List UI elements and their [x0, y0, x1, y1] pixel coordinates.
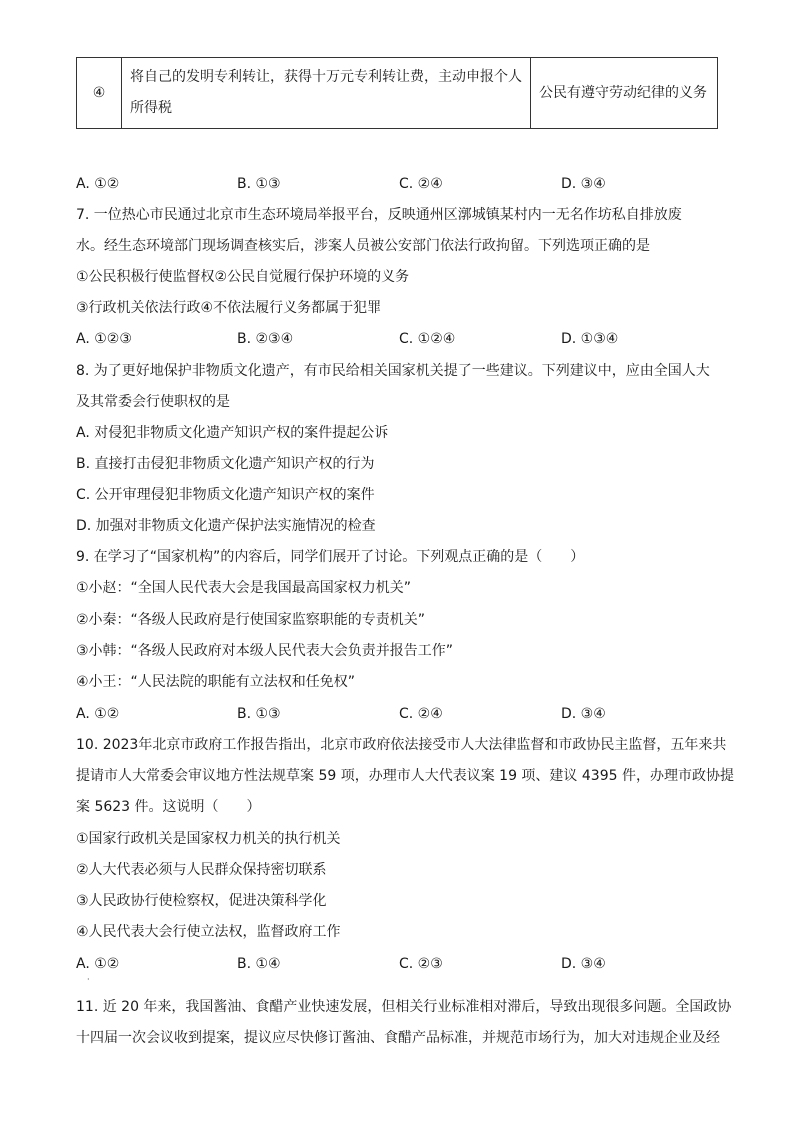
q7-option-a: A. ①②③ — [76, 331, 132, 347]
q10-stem-line-1: 10. 2023年北京市政府工作报告指出，北京市政府依法接受市人大法律监督和市政协民主监督，五年来共 — [76, 737, 727, 753]
q10-stem-line-2: 提请市人大常委会审议地方性法规草案 59 项，办理市人大代表议案 19 项、建议 4395 件，办理市政协提 — [76, 768, 734, 784]
q8-stem-line-2: 及其常委会行使职权的是 — [76, 394, 230, 410]
q6-option-c: C. ②④ — [399, 176, 443, 192]
q10-statement-1: ①国家行政机关是国家权力机关的执行机关 — [76, 831, 341, 847]
q6-options — [76, 174, 726, 194]
q11-stem-line-1: 11. 近 20 年来，我国酱油、食醋产业快速发展，但相关行业标准相对滞后，导致出现很多问题。全国政协 — [76, 999, 732, 1015]
q9-statement-4: ④小王：“人民法院的职能有立法权和任免权” — [76, 674, 356, 690]
q9-statement-1: ①小赵：“全国人民代表大会是我国最高国家权力机关” — [76, 580, 412, 596]
q7-statement-2: ③行政机关依法行政④不依法履行义务都属于犯罪 — [76, 300, 382, 316]
q10-statement-3: ③人民政协行使检察权，促进决策科学化 — [76, 893, 327, 909]
q7-option-c: C. ①②④ — [399, 331, 456, 347]
q9-option-c: C. ②④ — [399, 706, 443, 722]
q7-options — [76, 329, 726, 349]
q10-statement-4: ④人民代表大会行使立法权，监督政府工作 — [76, 924, 341, 940]
q8-stem-line-1: 8. 为了更好地保护非物质文化遗产，有市民给相关国家机关提了一些建议。下列建议中，应由全国人大 — [76, 363, 710, 379]
q9-stem: 9. 在学习了“国家机构”的内容后，同学们展开了讨论。下列观点正确的是（ ） — [76, 549, 585, 565]
q10-statement-2: ②人大代表必须与人民群众保持密切联系 — [76, 862, 327, 878]
q9-statement-3: ③小韩：“各级人民政府对本级人民代表大会负责并报告工作” — [76, 643, 454, 659]
stray-dot-mark: · — [87, 975, 90, 984]
q10-stem-line-3: 案 5623 件。这说明（ ） — [76, 799, 261, 815]
q7-stem-line-1: 7. 一位热心市民通过北京市生态环境局举报平台，反映通州区漷城镇某村内一无名作坊私自排放废 — [76, 207, 682, 223]
q8-option-b: B. 直接打击侵犯非物质文化遗产知识产权的行为 — [76, 456, 375, 472]
q7-statement-1: ①公民积极行使监督权②公民自觉履行保护环境的义务 — [76, 269, 410, 285]
q8-option-a: A. 对侵犯非物质文化遗产知识产权的案件提起公诉 — [76, 425, 389, 441]
q9-statement-2: ②小秦：“各级人民政府是行使国家监察职能的专责机关” — [76, 612, 426, 628]
row-description: 将自己的发明专利转让，获得十万元专利转让费，主动申报个人所得税 — [122, 58, 531, 129]
q9-options — [76, 704, 726, 724]
row-conclusion: 公民有遵守劳动纪律的义务 — [531, 58, 718, 129]
q8-option-c: C. 公开审理侵犯非物质文化遗产知识产权的案件 — [76, 487, 375, 503]
q6-option-a: A. ①② — [76, 176, 120, 192]
q9-option-a: A. ①② — [76, 706, 120, 722]
q8-option-d: D. 加强对非物质文化遗产保护法实施情况的检查 — [76, 518, 376, 534]
question-table — [76, 57, 718, 129]
q7-option-b: B. ②③④ — [237, 331, 294, 347]
q10-option-a: A. ①② — [76, 956, 120, 972]
q6-option-d: D. ③④ — [561, 176, 606, 192]
q9-option-b: B. ①③ — [237, 706, 281, 722]
q7-stem-line-2: 水。经生态环境部门现场调查核实后，涉案人员被公安部门依法行政拘留。下列选项正确的是 — [76, 238, 650, 254]
q10-option-d: D. ③④ — [561, 956, 606, 972]
q6-option-b: B. ①③ — [237, 176, 281, 192]
q10-option-c: C. ②③ — [399, 956, 443, 972]
q7-option-d: D. ①③④ — [561, 331, 619, 347]
q10-option-b: B. ①④ — [237, 956, 281, 972]
q11-stem-line-2: 十四届一次会议收到提案，提议应尽快修订酱油、食醋产品标准，并规范市场行为，加大对违规企业及经 — [76, 1030, 720, 1046]
row-number: ④ — [77, 58, 122, 129]
q10-options — [76, 954, 726, 974]
table-row — [77, 58, 718, 129]
q9-option-d: D. ③④ — [561, 706, 606, 722]
